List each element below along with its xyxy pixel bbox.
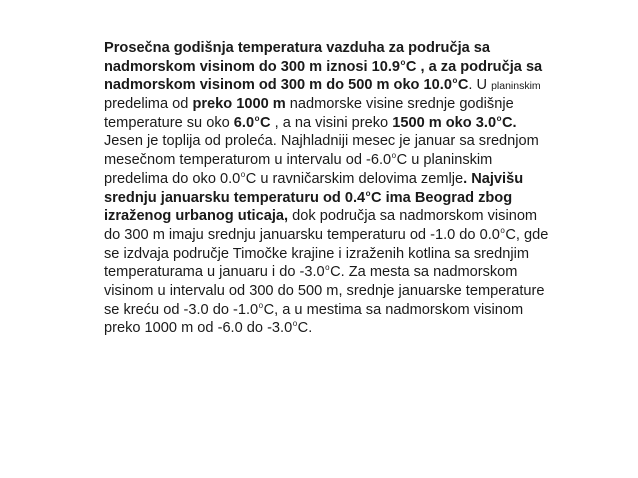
degree-superscript: o <box>496 113 502 123</box>
degree-superscript: o <box>240 169 246 179</box>
text-run: Prosečna godišnja temperatura vazduha za područja sa <box>104 40 491 56</box>
text-run: planinskim <box>491 80 541 93</box>
text-run: Jesen je toplija od proleća. Najhladniji mesec je januar sa srednjom <box>104 133 539 150</box>
text-run: se izdvaja područje Timočke krajine i izraženih kotlina sa srednjim <box>104 245 530 262</box>
text-line <box>104 95 604 114</box>
degree-superscript: o <box>258 300 264 310</box>
text-run: mesečnom temperaturom u intervalu od -6.0 <box>104 152 392 169</box>
text-run: C. <box>297 320 313 337</box>
text-run: . Najvišu <box>463 170 524 187</box>
text-run: C u planinskim <box>396 152 493 169</box>
text-run: C ima Beograd zbog <box>371 189 513 206</box>
degree-superscript: o <box>500 225 505 235</box>
text-line <box>104 132 604 151</box>
text-run: nadmorskom visinom do 300 m iznosi 10.9 <box>104 58 401 75</box>
text-run: nadmorskom visinom od 300 m do 500 m oko 10.0 <box>104 77 452 94</box>
text-line <box>104 245 604 264</box>
text-run: temperature su oko <box>104 114 234 131</box>
text-run: C, gde <box>505 226 549 243</box>
body-paragraph <box>104 39 604 338</box>
text-run: se kreću od -3.0 do -1.0 <box>104 301 259 318</box>
degree-superscript: o <box>391 151 397 161</box>
text-run: . U <box>468 77 492 94</box>
text-run: C <box>457 77 469 94</box>
text-line <box>104 226 604 245</box>
text-run: C <box>259 114 271 131</box>
text-run: 1500 m oko 3.0 <box>392 114 497 131</box>
text-line <box>104 189 604 208</box>
text-run: C. <box>501 114 517 131</box>
degree-superscript: o <box>365 188 371 198</box>
text-run: 6.0 <box>233 114 255 131</box>
text-run: nadmorske visine srednje godišnje <box>285 96 514 113</box>
text-run: C u ravničarskim delovima zemlje <box>245 170 464 187</box>
text-line <box>104 58 604 77</box>
text-run: preko 1000 m od -6.0 do -3.0 <box>104 320 293 337</box>
text-run: srednju januarsku temperaturu od 0.4 <box>104 189 366 206</box>
text-line <box>104 170 604 189</box>
degree-superscript: o <box>400 57 406 67</box>
text-run: do 300 m imaju srednju januarsku temperaturu od -1.0 do 0.0 <box>104 226 500 243</box>
text-line <box>104 319 604 338</box>
text-line <box>104 263 604 282</box>
text-run: , a na visini preko <box>270 114 393 131</box>
text-run: C. Za mesta sa nadmorskom <box>330 264 518 281</box>
text-run: izraženog urbanog uticaja, <box>104 208 289 225</box>
text-run: C , a za područja sa <box>405 58 543 75</box>
text-run: preko 1000 m <box>192 96 286 113</box>
degree-superscript: o <box>452 76 458 86</box>
text-line <box>104 151 604 170</box>
text-line <box>104 114 604 133</box>
text-run: dok područja sa nadmorskom visinom <box>288 208 538 225</box>
text-run: predelima od <box>104 96 193 113</box>
text-line <box>104 39 604 58</box>
text-line <box>104 207 604 226</box>
text-line <box>104 301 604 320</box>
text-run: visinom u intervalu od 300 do 500 m, srednje januarske temperature <box>104 282 545 299</box>
degree-superscript: o <box>325 263 330 273</box>
degree-superscript: o <box>254 113 260 123</box>
degree-superscript: o <box>292 319 298 329</box>
text-run: temperaturama u januaru i do -3.0 <box>104 264 325 281</box>
text-line <box>104 282 604 301</box>
text-run: C, a u mestima sa nadmorskom visinom <box>263 301 524 318</box>
text-line <box>104 76 604 95</box>
text-run: predelima do oko 0.0 <box>104 170 241 187</box>
